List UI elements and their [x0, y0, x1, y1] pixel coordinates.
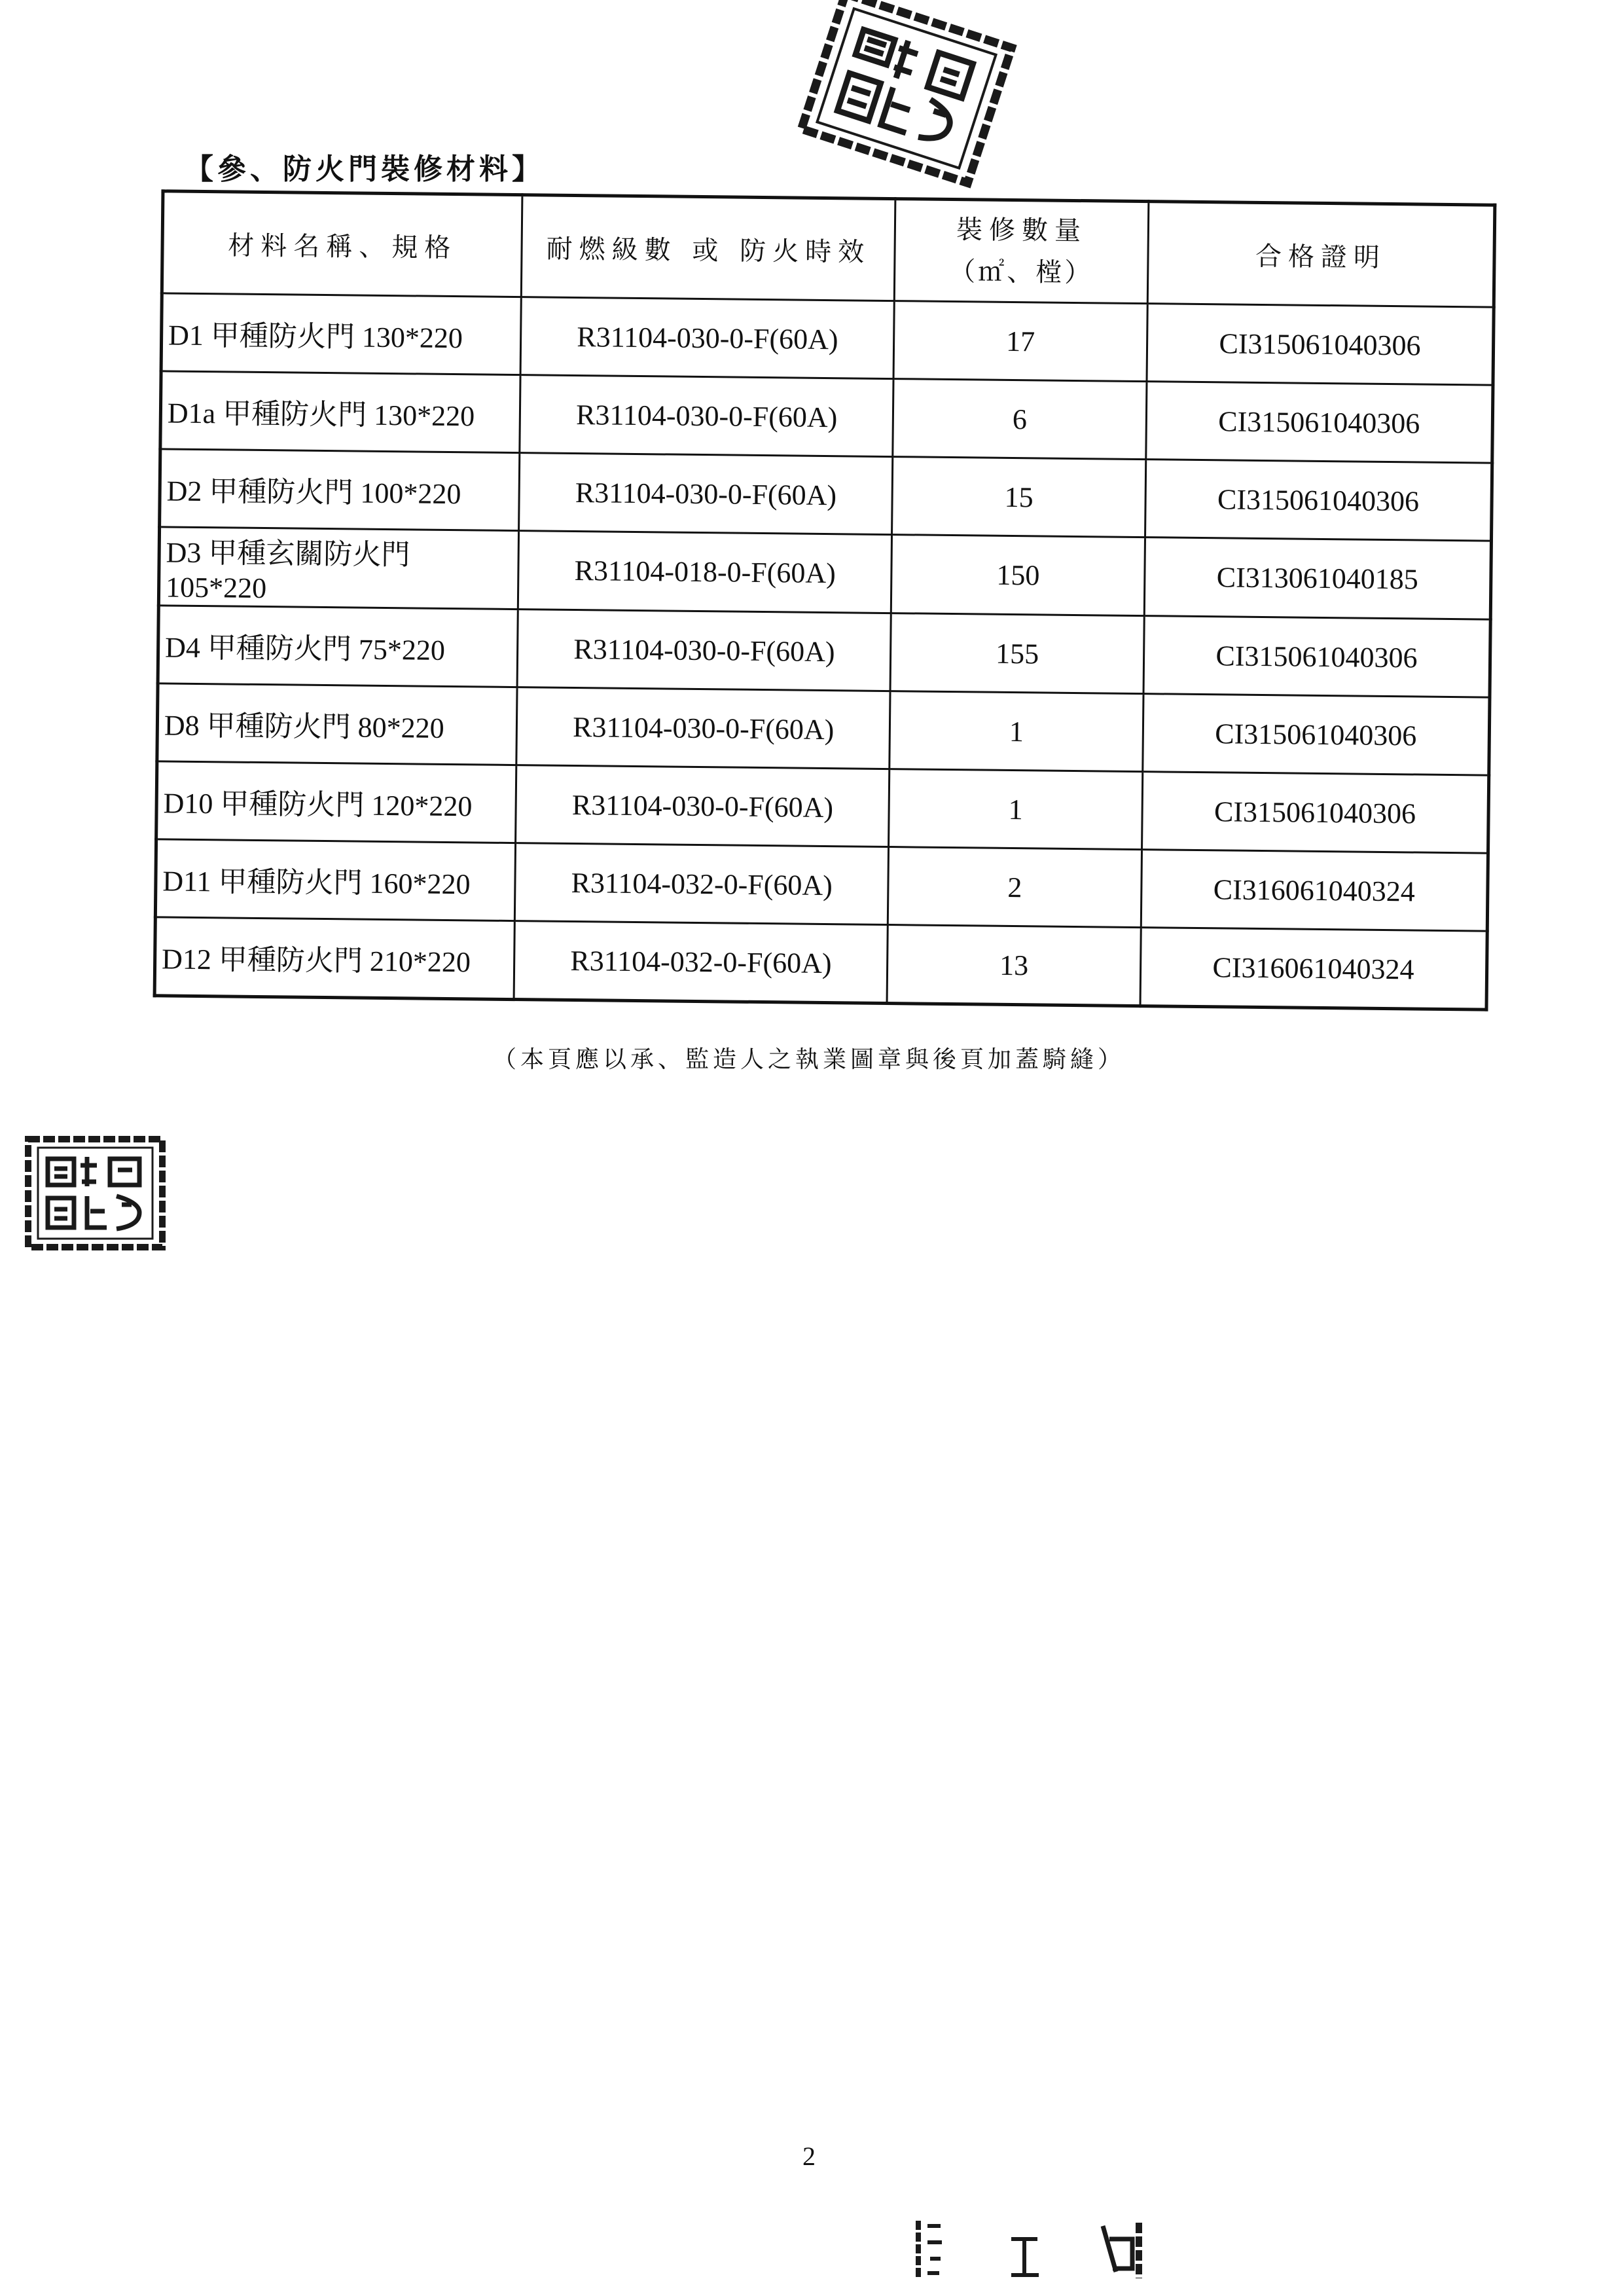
certificate-cell: CI315061040306 — [1143, 616, 1490, 698]
table-row — [158, 606, 1490, 697]
material-name-cell: D3 甲種玄關防火門 105*220 — [158, 527, 519, 610]
rating-cell: R31104-030-0-F(60A) — [516, 687, 890, 769]
quantity-cell: 150 — [891, 535, 1145, 616]
materials-table-wrapper — [153, 189, 1497, 1008]
quantity-cell: 2 — [888, 847, 1142, 928]
bottom-seam-stamp-icon — [913, 2213, 1162, 2285]
table-row — [156, 761, 1489, 853]
header-material-name: 材料名稱、規格 — [162, 191, 522, 297]
rating-cell: R31104-030-0-F(60A) — [518, 610, 891, 691]
official-seal-stamp-icon — [796, 0, 1016, 189]
quantity-cell: 13 — [887, 925, 1141, 1006]
materials-table — [153, 189, 1497, 1011]
table-row — [155, 839, 1488, 931]
quantity-cell: 1 — [890, 691, 1143, 772]
seam-stamp-note: （本頁應以承、監造人之執業圖章與後頁加蓋騎縫） — [492, 1046, 1125, 1073]
table-row — [160, 371, 1493, 463]
table-row — [161, 293, 1494, 385]
left-seal-stamp-icon — [25, 1136, 166, 1250]
certificate-cell: CI313061040185 — [1144, 538, 1491, 620]
table-row — [154, 917, 1487, 1010]
header-certificate: 合格證明 — [1147, 202, 1495, 308]
quantity-cell: 155 — [890, 613, 1144, 694]
rating-cell: R31104-032-0-F(60A) — [515, 843, 889, 925]
table-row — [157, 683, 1490, 775]
header-rating: 耐燃級數 或 防火時效 — [522, 195, 895, 301]
material-name-cell: D4 甲種防火門 75*220 — [158, 606, 518, 687]
table-header-row — [162, 191, 1495, 307]
material-name-cell: D1 甲種防火門 130*220 — [161, 293, 522, 375]
rating-cell: R31104-030-0-F(60A) — [520, 297, 894, 379]
certificate-cell: CI315061040306 — [1145, 460, 1492, 541]
certificate-cell: CI315061040306 — [1147, 304, 1494, 386]
quantity-cell: 17 — [893, 301, 1147, 382]
table-row — [158, 527, 1491, 619]
certificate-cell: CI315061040306 — [1146, 382, 1493, 464]
certificate-cell: CI315061040306 — [1142, 772, 1488, 854]
header-quantity-label: 裝修數量 — [956, 215, 1088, 247]
header-quantity — [895, 199, 1149, 304]
page-number: 2 — [802, 2141, 816, 2171]
quantity-cell: 15 — [892, 457, 1146, 538]
quantity-cell: 6 — [893, 379, 1147, 460]
certificate-cell: CI315061040306 — [1143, 694, 1490, 776]
certificate-cell: CI316061040324 — [1141, 850, 1488, 932]
section-heading: 【參、防火門裝修材料】 — [185, 153, 545, 186]
table-row — [160, 449, 1492, 541]
rating-cell: R31104-018-0-F(60A) — [518, 531, 892, 613]
material-name-cell: D12 甲種防火門 210*220 — [154, 917, 515, 1000]
material-name-cell: D1a 甲種防火門 130*220 — [160, 371, 521, 453]
rating-cell: R31104-030-0-F(60A) — [520, 375, 893, 457]
material-name-cell: D11 甲種防火門 160*220 — [155, 839, 516, 921]
header-quantity-unit: （㎡、樘） — [949, 256, 1094, 289]
rating-cell: R31104-030-0-F(60A) — [519, 453, 893, 535]
quantity-cell: 1 — [889, 769, 1143, 850]
rating-cell: R31104-032-0-F(60A) — [514, 921, 888, 1004]
rating-cell: R31104-030-0-F(60A) — [516, 765, 890, 847]
material-name-cell: D10 甲種防火門 120*220 — [156, 761, 517, 843]
material-name-cell: D2 甲種防火門 100*220 — [160, 449, 520, 531]
certificate-cell: CI316061040324 — [1140, 928, 1487, 1010]
material-name-cell: D8 甲種防火門 80*220 — [157, 683, 518, 765]
